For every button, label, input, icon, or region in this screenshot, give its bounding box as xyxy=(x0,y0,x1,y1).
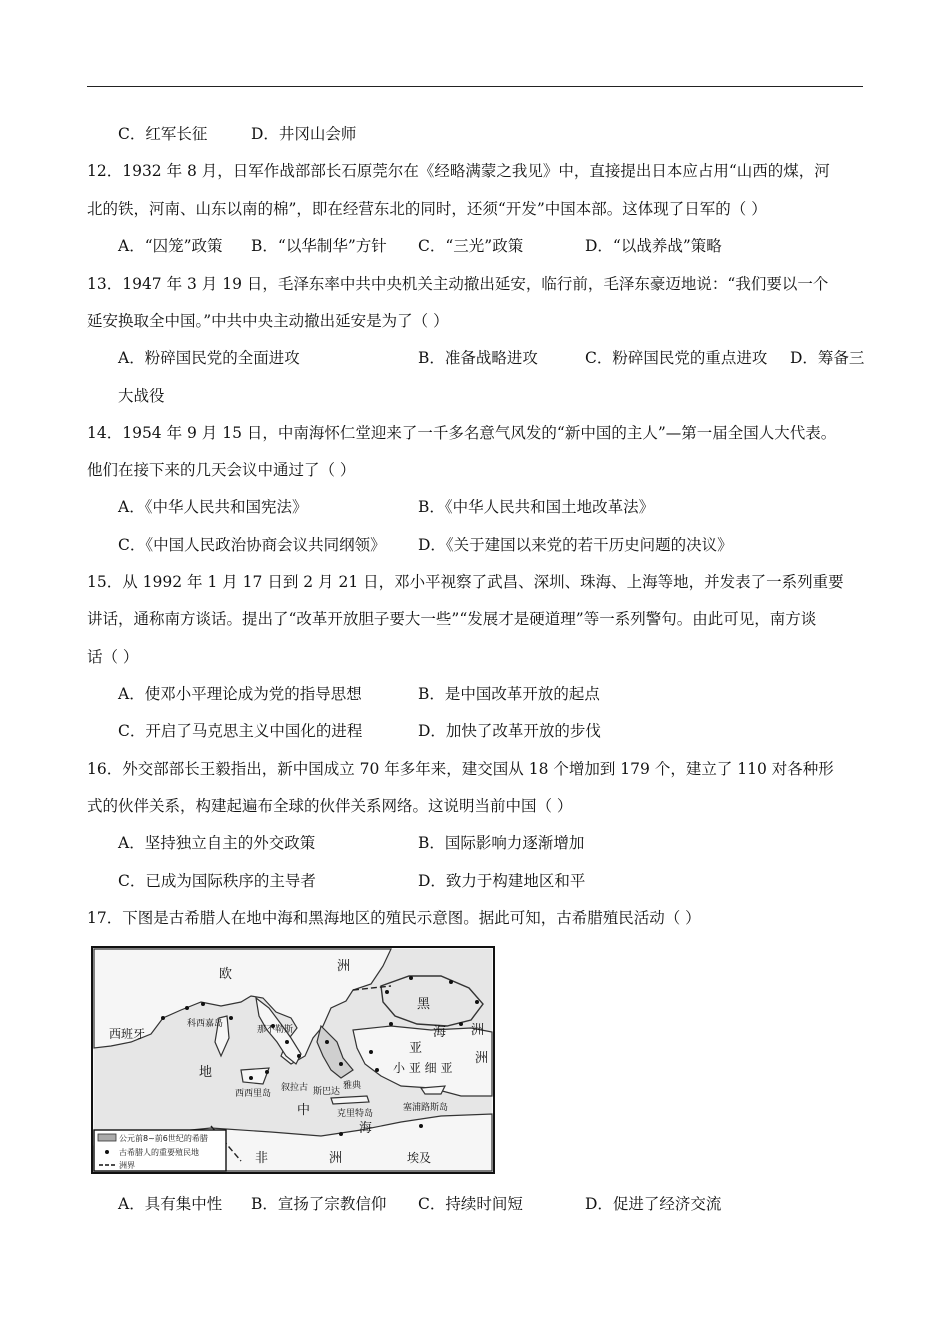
map-label-black-2: 海 xyxy=(433,1025,447,1040)
q15-option-b[interactable]: B．是中国改革开放的起点 xyxy=(418,685,600,703)
map-label-spain: 西班牙 xyxy=(109,1027,146,1041)
q13-stem-line2: 延安换取全中国。”中共中央主动撤出延安是为了（ ） xyxy=(87,312,449,330)
q12-stem-line2: 北的铁，河南、山东以南的棉”，即在经营东北的同时，还须“开发”中国本部。这体现了日军的（ ） xyxy=(87,200,767,218)
q13-option-d[interactable]: D．筹备三 xyxy=(790,349,865,367)
q12-option-a[interactable]: A．“囚笼”政策 xyxy=(118,237,223,255)
map-label-asia-2: 洲 xyxy=(471,1023,485,1038)
q15-stem-line2: 讲话，通称南方谈话。提出了“改革开放胆子要大一些”“发展才是硬道理”等一系列警句。由此可见，南方谈 xyxy=(87,610,817,628)
q11-option-d[interactable]: D．井冈山会师 xyxy=(251,125,357,143)
q16-stem-line2: 式的伙伴关系，构建起遍布全球的伙伴关系网络。这说明当前中国（ ） xyxy=(87,797,573,815)
map-label-black-1: 黑 xyxy=(417,997,431,1012)
map-label-sicily: 西西里岛 xyxy=(235,1089,272,1099)
q15-stem-line3: 话（ ） xyxy=(87,648,139,666)
map-label-africa-1: 非 xyxy=(255,1151,269,1166)
map-label-asia-1: 亚 xyxy=(409,1041,423,1056)
map-label-asia-minor: 小 亚 细 亚 xyxy=(393,1061,453,1075)
map-label-crete: 克里特岛 xyxy=(337,1109,374,1119)
map-label-europe-1: 欧 xyxy=(219,967,233,982)
q15-option-a[interactable]: A．使邓小平理论成为党的指导思想 xyxy=(118,685,362,703)
map-label-naples: 那不勒斯 xyxy=(257,1025,294,1035)
q12-option-b[interactable]: B．“以华制华”方针 xyxy=(251,237,387,255)
q17-stem-line1: 17．下图是古希腊人在地中海和黑海地区的殖民示意图。据此可知，古希腊殖民活动（ ） xyxy=(87,909,701,927)
map-label-syracuse: 叙拉古 xyxy=(281,1083,309,1093)
map-label-corsica: 科西嘉岛 xyxy=(187,1019,224,1029)
q14-option-c[interactable]: C．《中国人民政治协商会议共同纲领》 xyxy=(118,536,386,554)
q13-stem-line1: 13．1947 年 3 月 19 日，毛泽东率中共中央机关主动撤出延安，临行前，毛泽东豪迈地说：“我们要以一个 xyxy=(87,275,829,293)
map-label-europe-2: 洲 xyxy=(337,959,351,974)
map-label-zhong: 中 xyxy=(297,1103,311,1118)
greek-colonization-map xyxy=(91,946,495,1174)
q17-option-d[interactable]: D．促进了经济交流 xyxy=(585,1195,722,1213)
q15-option-d[interactable]: D．加快了改革开放的步伐 xyxy=(418,722,601,740)
q13-option-c[interactable]: C．粉碎国民党的重点进攻 xyxy=(585,349,768,367)
map-label-africa-2: 洲 xyxy=(329,1151,343,1166)
q16-option-a[interactable]: A．坚持独立自主的外交政策 xyxy=(118,834,316,852)
map-label-di: 地 xyxy=(199,1065,213,1080)
q14-option-b[interactable]: B．《中华人民共和国土地改革法》 xyxy=(418,498,655,516)
q17-option-b[interactable]: B．宣扬了宗教信仰 xyxy=(251,1195,387,1213)
q16-option-c[interactable]: C．已成为国际秩序的主导者 xyxy=(118,872,316,890)
q13-option-d-cont: 大战役 xyxy=(118,387,165,405)
q14-option-d[interactable]: D．《关于建国以来党的若干历史问题的决议》 xyxy=(418,536,733,554)
q16-stem-line1: 16．外交部部长王毅指出，新中国成立 70 年多年来，建交国从 18 个增加到 179 个，建立了 110 对各种形 xyxy=(87,760,834,778)
q15-stem-line1: 15．从 1992 年 1 月 17 日到 2 月 21 日，邓小平视察了武昌、深圳、珠海、上海等地，并发表了一系列重要 xyxy=(87,573,844,591)
map-label-cyprus: 塞浦路斯岛 xyxy=(403,1103,449,1113)
header-rule xyxy=(87,86,863,87)
q15-option-c[interactable]: C．开启了马克思主义中国化的进程 xyxy=(118,722,363,740)
map-label-athens: 雅典 xyxy=(343,1081,362,1091)
q16-option-d[interactable]: D．致力于构建地区和平 xyxy=(418,872,586,890)
q17-option-c[interactable]: C．持续时间短 xyxy=(418,1195,523,1213)
q16-option-b[interactable]: B．国际影响力逐渐增加 xyxy=(418,834,585,852)
map-legend-colony: 古希腊人的重要殖民地 xyxy=(119,1148,199,1157)
map-label-zhou: 洲 xyxy=(475,1051,489,1066)
map-legend-title: 公元前8~前6世纪的希腊 xyxy=(119,1134,208,1143)
q12-stem-line1: 12．1932 年 8 月，日军作战部部长石原莞尔在《经略满蒙之我见》中，直接提出日本应占用“山西的煤，河 xyxy=(87,162,830,180)
q14-stem-line2: 他们在接下来的几天会议中通过了（ ） xyxy=(87,461,356,479)
q14-option-a[interactable]: A．《中华人民共和国宪法》 xyxy=(118,498,308,516)
q14-stem-line1: 14．1954 年 9 月 15 日，中南海怀仁堂迎来了一千多名意气风发的“新中国的主人”—第一届全国人大代表。 xyxy=(87,424,837,442)
map-label-hai: 海 xyxy=(359,1121,373,1136)
q13-option-b[interactable]: B．准备战略进攻 xyxy=(418,349,538,367)
q12-option-d[interactable]: D．“以战养战”策略 xyxy=(585,237,722,255)
q13-option-a[interactable]: A．粉碎国民党的全面进攻 xyxy=(118,349,300,367)
q11-option-c[interactable]: C．红军长征 xyxy=(118,125,208,143)
map-label-sparta: 斯巴达 xyxy=(313,1087,341,1097)
q17-option-a[interactable]: A．具有集中性 xyxy=(118,1195,223,1213)
map-svg xyxy=(91,946,495,1174)
map-legend-border: 洲界 xyxy=(119,1161,135,1170)
map-label-egypt: 埃及 xyxy=(407,1151,432,1165)
q12-option-c[interactable]: C．“三光”政策 xyxy=(418,237,524,255)
